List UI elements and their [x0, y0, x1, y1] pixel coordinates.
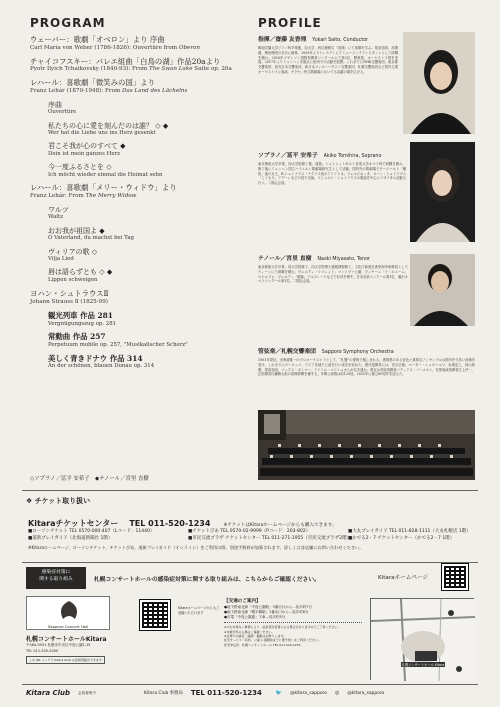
- movement-en: Ich möcht wieder einmal die Heimat sehn: [48, 171, 163, 178]
- movement-jp: 美しく青きドナウ 作品 314: [48, 353, 143, 363]
- movement-en: Lippen schweigen: [48, 276, 98, 283]
- covid-badge[interactable]: 感染症対策に 関する取り組み: [26, 567, 86, 589]
- ticket-center: [28, 511, 337, 530]
- club-tel[interactable]: TEL 011-520-1234: [190, 689, 262, 697]
- movement: [48, 248, 255, 263]
- program-piece: [30, 290, 255, 306]
- diamond-icon: ❖: [26, 497, 35, 505]
- movement: [48, 122, 255, 137]
- movement-jp: 唇は語らずとも ◇ ◆: [48, 268, 113, 277]
- orchestra-photo: [258, 410, 475, 480]
- movement-jp: 私たちの心に愛を刻んだのは誰？ ◇ ◆: [48, 121, 169, 130]
- movement-en: Wer hat die Liebe uns ins Herz gesenkt: [48, 130, 156, 136]
- program-list: [30, 36, 255, 376]
- movement-jp: 常動曲 作品 257: [48, 332, 106, 342]
- lehar1-movements: [30, 101, 255, 179]
- club-registration-note: Kitaraホームページからもご登録いただけます: [178, 606, 220, 615]
- club-logo: Kitara Club: [26, 689, 71, 697]
- movement-en: Perpetuum mobile op. 257, "Musikalischer Scherz": [48, 342, 188, 349]
- movement: [48, 142, 255, 157]
- qr-code-icon[interactable]: [140, 600, 170, 630]
- movement: [48, 227, 255, 242]
- hall-tel: TEL 011-520-2000: [26, 649, 59, 653]
- outlet-item: ■市民交流プラザ チケットセンター TEL 011-271-1955（市民交流プラザ2階）: [188, 535, 352, 541]
- movement-en: An der schönen, blauen Donau op. 314: [48, 363, 155, 370]
- profile-conductor: [258, 34, 398, 75]
- piece-title-en: Carl Maria von Weber (1786-1826): Ouvertüre from Oberon: [30, 44, 201, 51]
- piece-title-en: Franz Lehár (1870-1948): From Das Land des Lächelns: [30, 88, 188, 95]
- qr-code-icon[interactable]: [442, 564, 468, 590]
- notice-line: ※やむを得ない事情により、曲目等が変更になる場合がありますのでご了承ください。: [224, 625, 341, 630]
- movement: [48, 101, 255, 116]
- movement: [48, 333, 255, 348]
- orchestra-image: [258, 410, 475, 480]
- instagram-handle[interactable]: @kitara_sapporo: [347, 690, 385, 696]
- outlet-item: ■大丸プレイガイド TEL 011-828-1111（大丸札幌店 1階）: [348, 529, 471, 534]
- notice-line: 託児サービス（有料、公演 1 週間前までに要予約）をご利用ください。: [224, 638, 321, 643]
- profile-bio: 1961年発足。北海道唯一のプロオーケストラとして、“札響”の愛称で親しまれる。透明感のある音色と重厚なアンサンブルは国内外で高い評価を受け、これまでにヨーロッパ、アジア各地で公演を行い成功を収めた。歴代指揮者には、荒谷正雄、ペーター・シュヴァルツ、岩城宏之、秋山和慶、尾高忠明、マックス・ポンマー、ラドミル・エリシュカらが名を連ね、現在は首席指揮者マティアス・バーメルト、友情客演指揮者広上淳一、正指揮者川瀬賢太郎の指揮者陣を擁する。年間公演数は約120回。2021年に創立60周年を迎えた。: [258, 358, 475, 377]
- movement-en: Vergnügungszug op. 281: [48, 320, 117, 327]
- divider: [22, 684, 478, 685]
- access-line: ●地下鉄南北線「幌平橋駅」1番出口から…徒歩約8分: [224, 610, 309, 615]
- movement-jp: 今一度ふるさとを ◇: [48, 163, 112, 172]
- profile-name: テノール／宮里 直樹 Naoki Miyasato, Tenor: [258, 256, 370, 262]
- ticket-heading: ❖ チケット取り扱い: [26, 497, 91, 505]
- movement-en: Ouvertüre: [48, 109, 77, 116]
- movement-en: Waltz: [48, 214, 64, 221]
- profile-orchestra: [258, 346, 475, 377]
- movement-jp: 序曲: [48, 100, 62, 109]
- access-line: ●市電「中島公園通」下車…徒歩約5分: [224, 615, 286, 620]
- strauss-works: [30, 312, 255, 370]
- map-caption: 札幌コンサートホール Kitara: [402, 663, 445, 667]
- access-map[interactable]: [370, 598, 474, 680]
- movement: [48, 163, 255, 178]
- ticket-center-note: ※チケットはKitaraホームページからも購入できます。: [223, 523, 337, 528]
- notice-line: ※会場での録音・録画・撮影はお断りします。: [224, 633, 287, 638]
- portrait-image: [410, 254, 475, 326]
- program-piece: [30, 184, 255, 200]
- hall-logo: Sapporo Concert Hall: [26, 596, 110, 630]
- outlet-item: ■かでる2・7 チケットセンター（かでる2・7 1階）: [348, 535, 455, 541]
- instagram-icon[interactable]: ◎: [334, 690, 340, 696]
- access-info: [224, 598, 362, 647]
- piece-title-jp: ヨハン・シュトラウスⅡ: [30, 289, 109, 299]
- twitter-handle[interactable]: @kitara_sapporo: [290, 690, 327, 696]
- club-office: Kitara Club 事務局: [144, 691, 183, 696]
- profile-name: ソプラノ／冨平 安希子 Akiko Tomihira, Soprano: [258, 153, 382, 159]
- outlet-item: ■ローソンチケット TEL 0570-000-407（Lコード：11440）: [28, 529, 155, 534]
- profile-name: 指揮／齋藤 友香理 Yukari Saito, Conductor: [258, 37, 369, 43]
- twitter-icon[interactable]: 🐦: [275, 690, 283, 696]
- program-piece: [30, 58, 255, 74]
- lehar2-movements: [30, 206, 255, 284]
- outlet-row: [28, 536, 478, 543]
- movement: [48, 312, 255, 327]
- piece-title-en: Johann Strauss Ⅱ (1825-99): [30, 299, 108, 306]
- ticket-center-tel[interactable]: TEL 011-520-1234: [129, 519, 211, 528]
- piece-title-jp: レハール：喜歌劇「メリー・ウィドウ」より: [30, 183, 177, 193]
- profile-tenor: [258, 253, 408, 284]
- movement-en: O Vaterland, du machst bei Tag: [48, 235, 134, 242]
- piece-title-jp: ウェーバー：歌劇「オベロン」より 序曲: [30, 35, 165, 44]
- hall-address: 〒064-0931 札幌市中央区中島公園1-15: [26, 643, 91, 647]
- portrait-image: [410, 142, 475, 242]
- ticket-center-label: Kitaraチケットセンター: [28, 519, 119, 528]
- program-heading: PROGRAM: [30, 16, 106, 30]
- notice-line: 託児申込先：札幌コンサートホール TEL 011-520-1234: [224, 642, 301, 647]
- divider: [22, 562, 478, 563]
- movement-en: Dein ist mein ganzes Herz: [48, 150, 120, 157]
- footer-bar: [26, 689, 478, 697]
- conductor-photo: [403, 32, 475, 134]
- movement: [48, 355, 255, 370]
- hall-sns-caption: この QR コードで Kitara Club の会員登録ができます: [26, 656, 105, 664]
- divider: [224, 622, 362, 623]
- club-desc: 会員募集中: [78, 690, 97, 695]
- program-piece: [30, 79, 255, 95]
- tenor-photo: [410, 254, 475, 326]
- outlet-item: ■道新プレイガイド（北海道新聞社 1階）: [28, 535, 113, 541]
- movement: [48, 268, 255, 283]
- outlet-item: ■チケットぴあ TEL 0570-02-9999（Pコード：203-802）: [188, 529, 311, 534]
- movement: [48, 206, 255, 221]
- covid-text: 札幌コンサートホールの感染症対策に関する取り組みは、こちらからご確認ください。: [94, 577, 320, 583]
- soprano-photo: [410, 142, 475, 242]
- movement-jp: 君こそ我が心のすべて ◆: [48, 142, 126, 151]
- profile-heading: PROFILE: [258, 16, 322, 30]
- movement-jp: ヴィリアの歌 ◇: [48, 247, 98, 256]
- piece-title-en: Pyotr Ilyich Tchaikovsky (1840-93): From The Swan Lake Suite op. 20a: [30, 66, 232, 73]
- portrait-image: [403, 32, 475, 134]
- access-line: ●地下鉄南北線「中島公園駅」3番出口から…徒歩約7分: [224, 605, 313, 609]
- hall-name: 札幌コンサートホールKitara: [26, 636, 107, 643]
- piece-title-jp: チャイコフスキー：バレエ組曲「白鳥の湖」作品20aより: [30, 56, 221, 66]
- profile-bio: 桐朋学園大学ピアノ科卒業後、同大学、科目履修生「指揮」にて指揮を学ぶ。尾高忠明、高関健、梅田俊明の各氏に師事。2009年よりドレスデンにてミュージックアシスタントとして研鑽を積む。2016年ブザンソン国際指揮者コンクールにて第2位、聴衆賞、オーケストラ賞を受賞。2017年よりミュンヘンを拠点に欧州での活動を展開。これまでにNHK交響楽団、東京都交響楽団、読売日本交響楽団、新日本フィルハーモニー交響楽団、札幌交響楽団など国内主要オーケストラに客演。ザクセン州立歌劇場においても活躍の場を広げる。: [258, 46, 398, 74]
- kitara-hp-link[interactable]: Kitaraホームページ: [378, 575, 429, 581]
- program-piece: [30, 36, 255, 52]
- outlet-note: ※Kitaraホームページ、ローソンチケット、チケットぴあ、道新プレイガイド（オンライン）をご利用の際、別途手数料が加算されます。詳しくは各店舗にお問い合わせください。: [28, 544, 364, 550]
- notice-line: ※未就学児の入場はご遠慮ください。: [224, 629, 275, 634]
- movement-jp: おお我が祖国よ ◆: [48, 226, 105, 235]
- performer-legend: ◇ソプラノ／冨平 安希子 ◆テノール／宮里 直樹: [30, 476, 149, 482]
- access-heading: 【交通のご案内】: [224, 599, 261, 604]
- profile-soprano: [258, 150, 406, 186]
- movement-jp: 観光列車 作品 281: [48, 310, 113, 320]
- piece-title-jp: レハール：喜歌劇「微笑みの国」より: [30, 78, 155, 88]
- movement-en: Vilja Lied: [48, 255, 74, 262]
- profile-bio: 東京藝術大学卒業、同大学院修了。同大学院博士後期課程修了。文化庁新進芸術家海外研修員としてウィーンにて研鑽を積む。ヴェルディ「リゴレット」マントヴァ公爵、プッチーニ「ラ・ボエーム」ロドルフォ、ヴェルディ「椿姫」アルフレードなどで好評を博す。日本音楽コンクール第1位、藤沢オペラコンクール第1位。二期会会員。: [258, 265, 408, 284]
- profile-name: 管弦楽／札幌交響楽団 Sapporo Symphony Orchestra: [258, 349, 394, 355]
- profile-bio: 東京藝術大学卒業、同大学院修了後、渡独。シュトゥットガルト音楽大学オペラ科で研鑽を積み、修了後にミュンヘン国立バイエルン歌劇場研究生として活動。国内外の歌劇場でモーツァルト「魔笛」夜の女王、R.シュトラウス「ナクソス島のアリアドネ」ツェルビネッタ、ヨハン・シュトラウス「こうもり」アデーレなどの役で出演。リヒャルト・シュトラウスの歌曲を中心にリサイタル活動も行う。二期会会員。: [258, 162, 406, 186]
- hall-logo-icon: [27, 597, 111, 623]
- piece-title-en: Franz Lehár: From The Merry Widow: [30, 193, 137, 200]
- divider: [22, 490, 478, 491]
- map-image: [371, 599, 475, 681]
- outlet-row: [28, 529, 478, 536]
- ticket-outlets: [28, 529, 478, 551]
- movement-jp: ワルツ: [48, 205, 69, 214]
